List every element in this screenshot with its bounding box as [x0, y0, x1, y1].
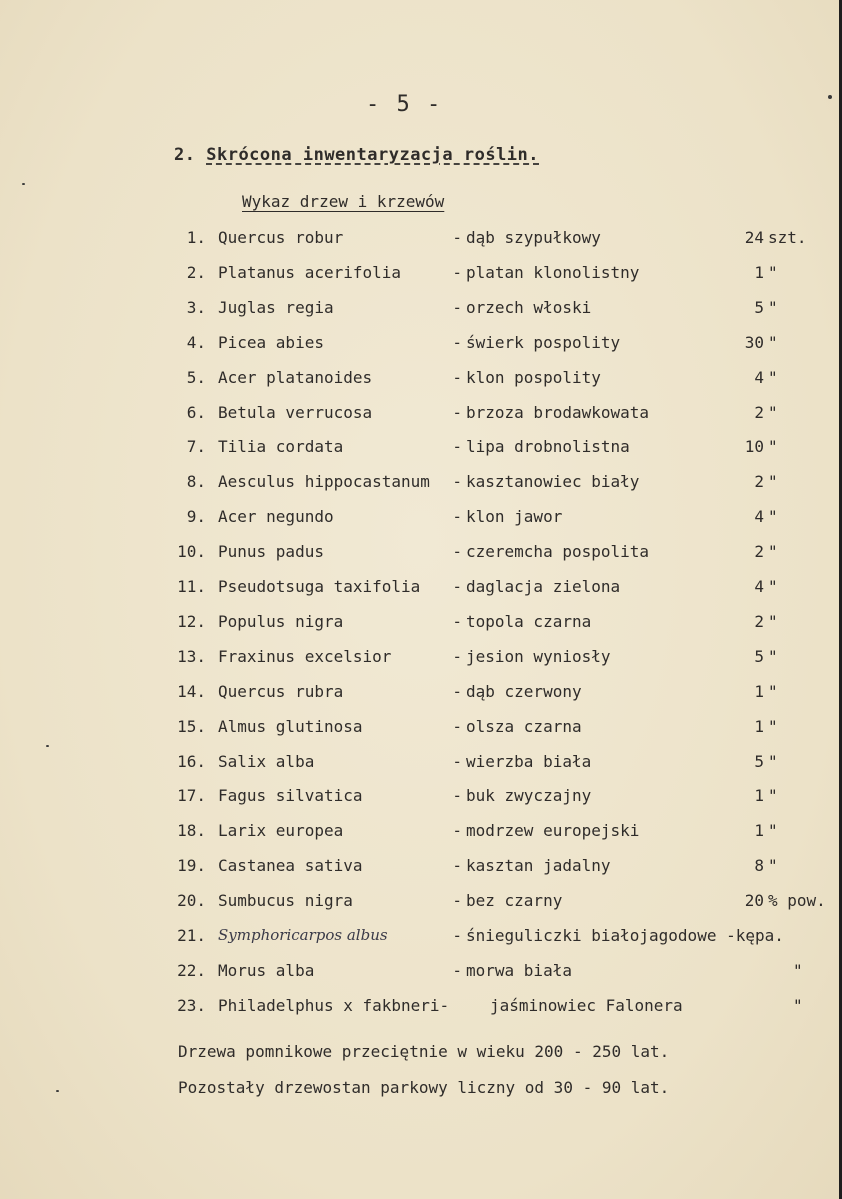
polish-name: śnieguliczki białojagodowe -kępa. [466, 926, 784, 945]
speck [56, 1090, 59, 1092]
separator-dash: - [452, 891, 462, 911]
item-number: 3. [186, 297, 206, 317]
unit: " [768, 716, 778, 736]
quantity: 4 [754, 577, 764, 596]
polish-name: modrzew europejski [466, 821, 640, 841]
page-number: - 5 - [366, 92, 443, 117]
section-title-text: Skrócona inwentaryzacja roślin. [206, 145, 540, 165]
polish-name: topola czarna [466, 611, 592, 631]
separator-dash: - [452, 681, 462, 701]
polish-name: lipa drobnolistna [466, 437, 630, 457]
item-number: 12. [177, 611, 206, 631]
separator-dash: - [452, 228, 462, 247]
list-item [0, 507, 842, 537]
polish-name: orzech włoski [466, 297, 592, 317]
latin-name: Fagus silvatica [218, 786, 363, 806]
separator-dash: - [452, 646, 462, 666]
unit: szt. [768, 228, 807, 247]
list-item [0, 542, 842, 572]
unit: " [768, 507, 778, 527]
unit: " [768, 542, 778, 562]
separator-dash: - [452, 402, 462, 422]
list-item [0, 437, 842, 467]
quantity: 1 [754, 262, 764, 282]
list-item [0, 403, 842, 433]
polish-name: dąb szypułkowy [466, 228, 601, 247]
polish-name: bez czarny [466, 891, 563, 911]
quantity: 24 [744, 228, 764, 247]
item-number: 21. [177, 926, 206, 945]
unit: " [768, 332, 778, 352]
item-number: 15. [177, 716, 206, 736]
list-item [0, 612, 842, 642]
latin-name: Acer platanoides [218, 367, 373, 387]
latin-name: Quercus rubra [218, 681, 344, 701]
item-number: 13. [177, 646, 206, 666]
latin-name: Populus nigra [218, 611, 344, 631]
item-number: 18. [177, 821, 206, 841]
latin-name: Fraxinus excelsior [218, 646, 392, 666]
separator-dash: - [452, 786, 462, 806]
latin-name: Platanus acerifolia [218, 262, 402, 282]
polish-name: daglacja zielona [466, 577, 621, 596]
item-number: 16. [177, 751, 206, 771]
item-number: 6. [186, 402, 206, 422]
quantity: 8 [754, 856, 764, 876]
quantity: 5 [754, 297, 764, 317]
list-item [0, 752, 842, 782]
separator-dash: - [452, 577, 462, 596]
note-monument-trees: Drzewa pomnikowe przeciętnie w wieku 200 - 250 lat. [178, 1042, 670, 1061]
quantity: 1 [754, 821, 764, 841]
quantity: 1 [754, 786, 764, 806]
item-number: 8. [186, 472, 206, 492]
quantity: 1 [754, 716, 764, 736]
item-number: 19. [177, 856, 206, 876]
unit: " [768, 611, 778, 631]
latin-name: Acer negundo [218, 507, 334, 527]
list-item [0, 333, 842, 363]
separator-dash: - [452, 297, 462, 317]
list-item [0, 472, 842, 502]
item-number: 11. [177, 577, 206, 596]
quantity: 5 [754, 751, 764, 771]
latin-name: Picea abies [218, 332, 324, 352]
polish-name: kasztanowiec biały [466, 472, 640, 492]
latin-name: Quercus robur [218, 228, 344, 247]
latin-name: Salix alba [218, 751, 315, 771]
polish-name: dąb czerwony [466, 681, 582, 701]
item-number: 22. [177, 960, 206, 980]
latin-name: Larix europea [218, 821, 344, 841]
list-item [0, 786, 842, 816]
quantity: 30 [744, 332, 764, 352]
separator-dash: - [452, 367, 462, 387]
polish-name: świerk pospolity [466, 332, 621, 352]
list-subtitle: Wykaz drzew i krzewów [242, 192, 445, 211]
unit: " [768, 402, 778, 422]
unit: " [768, 577, 778, 596]
list-item [0, 961, 842, 991]
quantity: 2 [754, 542, 764, 562]
quantity: 4 [754, 367, 764, 387]
quantity: 2 [754, 472, 764, 492]
separator-dash: - [452, 751, 462, 771]
list-item [0, 368, 842, 398]
speck [22, 183, 25, 185]
unit: " [768, 856, 778, 876]
quantity: 10 [744, 437, 764, 457]
unit: " [793, 960, 803, 980]
polish-name: jesion wyniosły [466, 646, 611, 666]
item-number: 17. [177, 786, 206, 806]
separator-dash: - [452, 960, 462, 980]
unit: " [768, 367, 778, 387]
separator-dash: - [452, 716, 462, 736]
separator-dash: - [452, 821, 462, 841]
latin-name: Juglas regia [218, 297, 334, 317]
quantity: 2 [754, 402, 764, 422]
polish-name: czeremcha pospolita [466, 542, 650, 562]
item-number: 7. [186, 437, 206, 457]
item-number: 20. [177, 891, 206, 911]
polish-name: olsza czarna [466, 716, 582, 736]
quantity: 20 [744, 891, 764, 911]
unit: % pow. [768, 891, 826, 911]
latin-name: Betula verrucosa [218, 402, 373, 422]
latin-name: Punus padus [218, 542, 324, 562]
latin-name: Philadelphus x fakbneri- [218, 995, 450, 1015]
polish-name: klon pospolity [466, 367, 601, 387]
section-title [174, 145, 539, 165]
item-number: 10. [177, 542, 206, 562]
polish-name: kasztan jadalny [466, 856, 611, 876]
latin-name: Symphoricarpos albus [218, 926, 388, 944]
separator-dash: - [452, 332, 462, 352]
latin-name: Morus alba [218, 960, 315, 980]
quantity: 1 [754, 681, 764, 701]
polish-name: morwa biała [466, 960, 572, 980]
latin-name: Pseudotsuga taxifolia [218, 577, 421, 596]
unit: " [768, 262, 778, 282]
polish-name: buk zwyczajny [466, 786, 592, 806]
list-item [0, 577, 842, 607]
list-item [0, 228, 842, 258]
latin-name: Almus glutinosa [218, 716, 363, 736]
item-number: 5. [186, 367, 206, 387]
item-number: 1. [186, 228, 206, 247]
list-item [0, 717, 842, 747]
separator-dash: - [452, 437, 462, 457]
item-number: 14. [177, 681, 206, 701]
separator-dash: - [452, 262, 462, 282]
unit: " [768, 786, 778, 806]
list-item [0, 821, 842, 851]
polish-name: platan klonolistny [466, 262, 640, 282]
list-item [0, 647, 842, 677]
separator-dash: - [452, 542, 462, 562]
item-number: 4. [186, 332, 206, 352]
unit: " [768, 297, 778, 317]
polish-name: klon jawor [466, 507, 563, 527]
quantity: 2 [754, 611, 764, 631]
latin-name: Sumbucus nigra [218, 891, 353, 911]
latin-name: Tilia cordata [218, 437, 344, 457]
unit: " [793, 995, 803, 1015]
separator-dash: - [452, 472, 462, 492]
speck [46, 745, 49, 747]
unit: " [768, 472, 778, 492]
list-item [0, 682, 842, 712]
item-number: 2. [186, 262, 206, 282]
unit: " [768, 646, 778, 666]
list-item [0, 298, 842, 328]
polish-name: brzoza brodawkowata [466, 402, 650, 422]
unit: " [768, 751, 778, 771]
list-item [0, 856, 842, 886]
list-item [0, 263, 842, 293]
latin-name: Castanea sativa [218, 856, 363, 876]
separator-dash: - [452, 611, 462, 631]
note-remaining-stand: Pozostały drzewostan parkowy liczny od 30 - 90 lat. [178, 1078, 670, 1097]
item-number: 23. [177, 995, 206, 1015]
unit: " [768, 681, 778, 701]
section-number: 2. [174, 145, 196, 165]
separator-dash: - [452, 507, 462, 527]
latin-name: Aesculus hippocastanum [218, 472, 430, 492]
quantity: 5 [754, 646, 764, 666]
speck [828, 95, 832, 99]
list-item [0, 926, 842, 956]
quantity: 4 [754, 507, 764, 527]
item-number: 9. [186, 507, 206, 527]
unit: " [768, 437, 778, 457]
list-item [0, 891, 842, 921]
unit: " [768, 821, 778, 841]
polish-name: jaśminowiec Falonera [490, 995, 683, 1015]
separator-dash: - [452, 926, 462, 945]
list-item [0, 996, 842, 1026]
separator-dash: - [452, 856, 462, 876]
polish-name: wierzba biała [466, 751, 592, 771]
